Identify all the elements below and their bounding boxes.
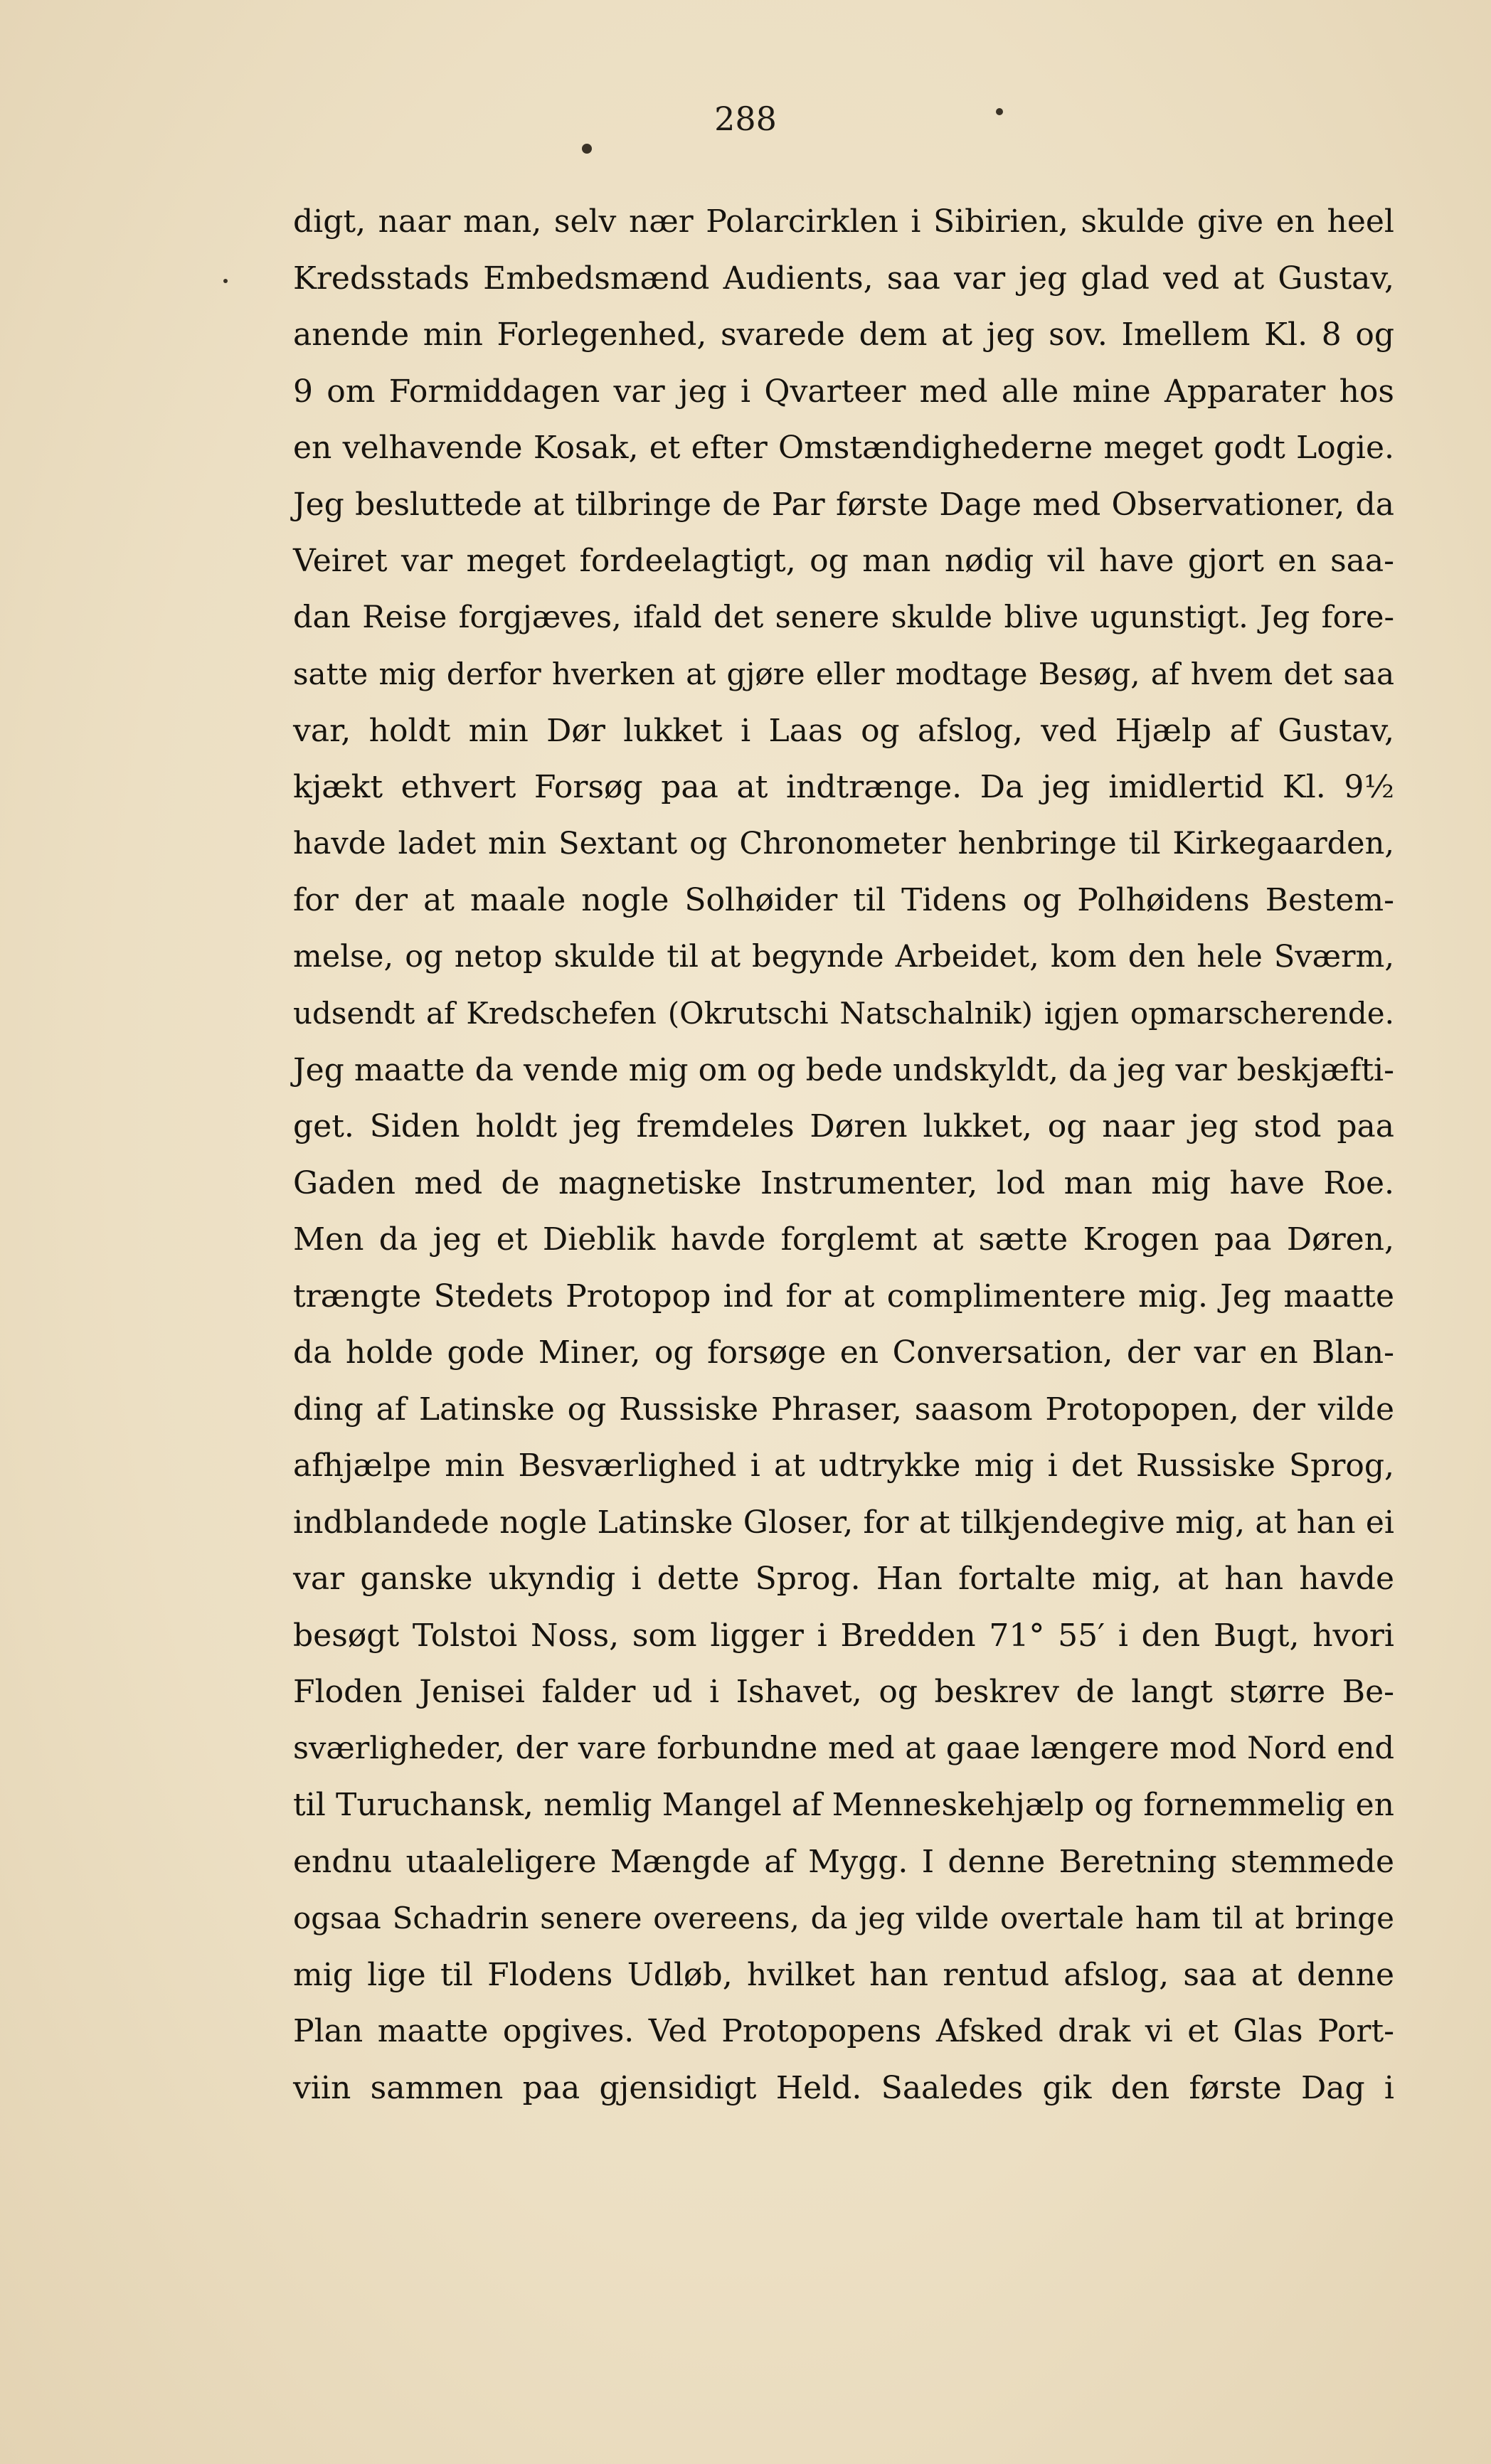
- text-line: digt, naar man, selv nær Polarcirklen i Sibirien, skulde give en heel: [293, 203, 1394, 240]
- body-text: [293, 193, 1394, 2116]
- text-line: satte mig derfor hverken at gjøre eller modtage Besøg, af hvem det saa: [293, 657, 1394, 691]
- text-line: afhjælpe min Besværlighed i at udtrykke mig i det Russiske Sprog,: [293, 1448, 1394, 1484]
- text-line: Gaden med de magnetiske Instrumenter, lod man mig have Roe.: [293, 1164, 1394, 1201]
- text-line: besøgt Tolstoi Noss, som ligger i Bredden 71° 55′ i den Bugt, hvori: [293, 1617, 1394, 1654]
- text-line: trængte Stedets Protopop ind for at complimentere mig. Jeg maatte: [293, 1278, 1394, 1315]
- text-line: endnu utaaleligere Mængde af Mygg. I denne Beretning stemmede: [293, 1843, 1394, 1880]
- text-line: en velhavende Kosak, et efter Omstændighederne meget godt Logie.: [293, 430, 1394, 466]
- text-line: Plan maatte opgives. Ved Protopopens Afsked drak vi et Glas Port-: [293, 2013, 1394, 2049]
- text-line: dan Reise forgjæves, ifald det senere skulde blive ugunstigt. Jeg fore-: [293, 599, 1394, 635]
- text-line: anende min Forlegenhed, svarede dem at jeg sov. Imellem Kl. 8 og: [293, 317, 1394, 353]
- text-line: sværligheder, der vare forbundne med at gaae længere mod Nord end: [293, 1730, 1394, 1766]
- text-line: mig lige til Flodens Udløb, hvilket han rentud afslog, saa at denne: [293, 1956, 1394, 1993]
- ink-speck: [996, 108, 1003, 115]
- ink-speck: [582, 144, 592, 154]
- text-line: get. Siden holdt jeg fremdeles Døren lukket, og naar jeg stod paa: [293, 1108, 1394, 1145]
- text-line: ding af Latinske og Russiske Phraser, saasom Protopopen, der vilde: [293, 1391, 1394, 1428]
- page-number: 288: [714, 100, 777, 138]
- text-line: var, holdt min Dør lukket i Laas og afslog, ved Hjælp af Gustav,: [293, 712, 1394, 749]
- text-line: Floden Jenisei falder ud i Ishavet, og beskrev de langt større Be-: [293, 1674, 1394, 1710]
- ink-speck: [223, 279, 228, 283]
- text-line: for der at maale nogle Solhøider til Tidens og Polhøidens Bestem-: [293, 882, 1394, 918]
- text-line: da holde gode Miner, og forsøge en Conversation, der var en Blan-: [293, 1334, 1394, 1371]
- text-line: til Turuchansk, nemlig Mangel af Menneskehjælp og fornemmelig en: [293, 1787, 1394, 1823]
- text-line: melse, og netop skulde til at begynde Arbeidet, kom den hele Sværm,: [293, 938, 1394, 975]
- text-line: Kredsstads Embedsmænd Audients, saa var jeg glad ved at Gustav,: [293, 260, 1394, 297]
- text-line: Jeg besluttede at tilbringe de Par første Dage med Observationer, da: [293, 486, 1394, 523]
- text-line: Men da jeg et Dieblik havde forglemt at sætte Krogen paa Døren,: [293, 1221, 1394, 1258]
- text-line: var ganske ukyndig i dette Sprog. Han fortalte mig, at han havde: [293, 1561, 1394, 1597]
- text-line: viin sammen paa gjensidigt Held. Saaledes gik den første Dag i: [293, 2069, 1394, 2106]
- text-line: Jeg maatte da vende mig om og bede undskyldt, da jeg var beskjæfti-: [293, 1051, 1394, 1088]
- text-line: udsendt af Kredschefen (Okrutschi Natschalnik) igjen opmarscherende.: [293, 996, 1394, 1031]
- text-line: ogsaa Schadrin senere overeens, da jeg vilde overtale ham til at bringe: [293, 1901, 1394, 1935]
- text-line: 9 om Formiddagen var jeg i Qvarteer med alle mine Apparater hos: [293, 373, 1394, 410]
- text-line: Veiret var meget fordeelagtigt, og man nødig vil have gjort en saa-: [293, 543, 1394, 579]
- text-line: indblandede nogle Latinske Gloser, for at tilkjendegive mig, at han ei: [293, 1504, 1394, 1541]
- text-line: havde ladet min Sextant og Chronometer henbringe til Kirkegaarden,: [293, 825, 1394, 861]
- text-line: kjækt ethvert Forsøg paa at indtrænge. Da jeg imidlertid Kl. 9½: [293, 769, 1394, 805]
